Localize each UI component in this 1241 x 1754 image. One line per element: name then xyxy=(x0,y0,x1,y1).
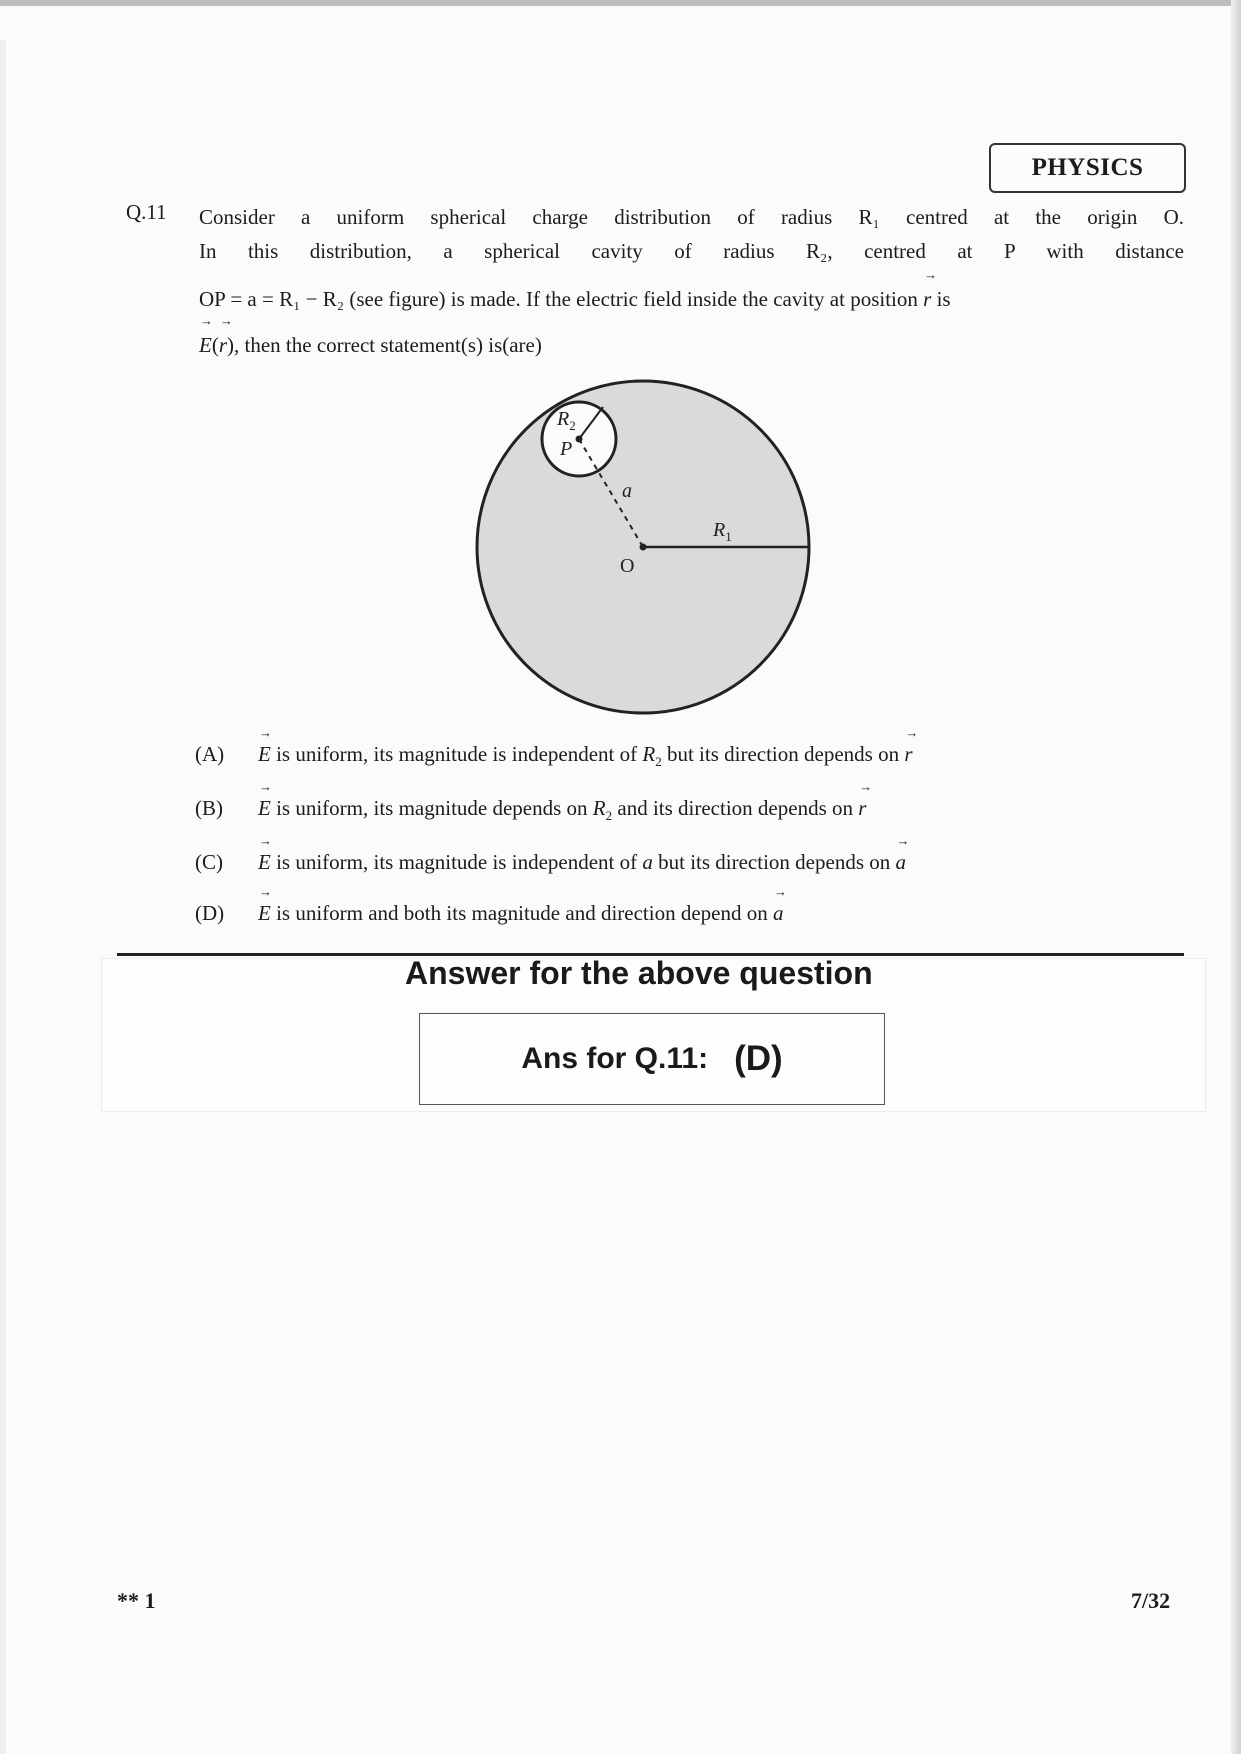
option-c-label: (C) xyxy=(195,850,223,874)
question-text xyxy=(199,200,1184,362)
label-R1: $R_1$ xyxy=(713,519,732,544)
option-a-label: (A) xyxy=(195,742,225,766)
vector-E: → E xyxy=(199,328,212,362)
label-P: P xyxy=(560,438,573,460)
answer-value: (D) xyxy=(734,1039,783,1078)
charge-sphere-figure xyxy=(470,375,820,725)
question-line-2: In this distribution, a spherical cavity of radius R₂, centred at P with distance xyxy=(199,239,1184,263)
answer-label: Ans for Q.11: xyxy=(521,1042,709,1075)
subject-badge: PHYSICS xyxy=(989,143,1186,193)
page-number: 7/32 xyxy=(1131,1588,1171,1613)
label-R2: $R_2$ xyxy=(557,408,576,433)
label-a: a xyxy=(622,480,632,502)
page-edge-top xyxy=(0,0,1241,6)
question-line-3 xyxy=(199,282,1184,316)
option-d-text: → E is uniform and both its magnitude and direction depend on → a xyxy=(258,899,783,927)
label-O: O xyxy=(620,555,635,577)
answer-box xyxy=(419,1013,885,1105)
question-line-3-text: (see figure) is made. If the electric field inside the cavity at position xyxy=(344,287,924,311)
question-line-1: Consider a uniform spherical charge distribution of radius R₁ centred at the origin O. xyxy=(199,205,1184,229)
op-equation: OP = a = R₁ − R₂ xyxy=(199,287,345,311)
footer-code: ** 1 xyxy=(117,1588,156,1613)
question-line-3-end: is xyxy=(931,287,951,311)
option-b-text: → E is uniform, its magnitude depends on $R_2$ and its direction depends on → r xyxy=(258,794,866,830)
option-b-label: (B) xyxy=(195,796,223,820)
page-edge-left xyxy=(0,40,6,1754)
vector-r: → r xyxy=(923,282,931,316)
vector-r: → r xyxy=(219,328,227,362)
answer-heading: Answer for the above question xyxy=(405,955,873,991)
question-line-4: → E(→ r), then the correct statement(s) is(are) xyxy=(199,328,1184,362)
question-line-4-text: , then the correct statement(s) is(are) xyxy=(234,333,542,357)
option-d-label: (D) xyxy=(195,901,225,925)
option-c-text: → E is uniform, its magnitude is independent of a but its direction depends on → a xyxy=(258,848,906,876)
question-number: Q.11 xyxy=(126,200,167,224)
page-edge-right xyxy=(1231,0,1241,1754)
center-P-dot xyxy=(576,436,583,443)
center-O-dot xyxy=(640,544,647,551)
option-a-text: → E is uniform, its magnitude is independent of $R_2$ but its direction depends on → r xyxy=(258,740,913,776)
